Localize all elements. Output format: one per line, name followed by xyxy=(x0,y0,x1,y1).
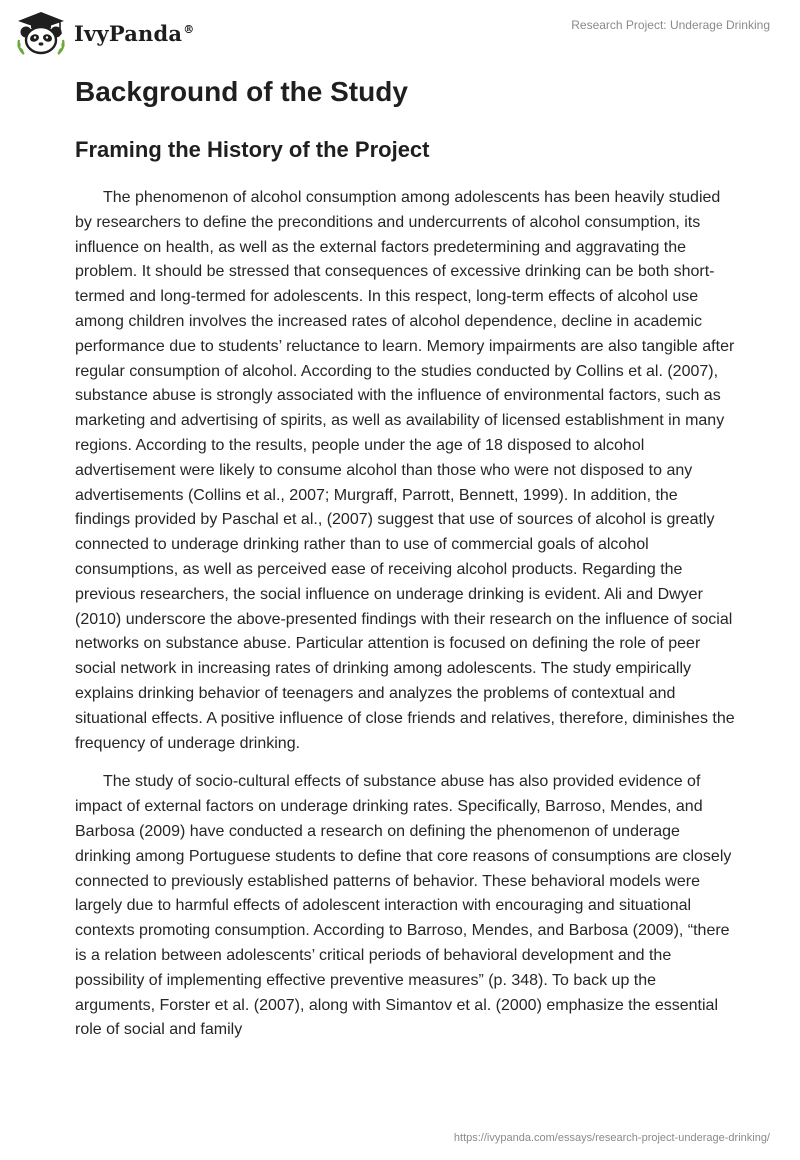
paragraph: The study of socio-cultural effects of substance abuse has also provided evidence of impact of external factors on underage drinking rates. Specifically, Barroso, Mendes, and Barbosa (2009) have conducted a research on defining the phenomenon of underage drinking among Portuguese students to define that core reasons of consumptions are closely connected to previously established patterns of behavior. These behavioral models were largely due to harmful effects of adolescent interaction with encouraging and situational contexts promoting consumption. According to Barroso, Mendes, and Barbosa (2009), “there is a relation between adolescents’ critical periods of behavioral development and the possibility of implementing effective preventive measures” (p. 348). To back up the arguments, Forster et al. (2007), along with Simantov et al. (2000) emphasize the essential role of social and family xyxy=(75,773,732,1039)
panda-graduate-icon xyxy=(14,10,68,56)
article-body xyxy=(75,72,735,1043)
brand-label: IvyPanda xyxy=(74,20,183,46)
page-header xyxy=(14,10,770,60)
source-url[interactable]: https://ivypanda.com/essays/research-project-underage-drinking/ xyxy=(453,1132,770,1144)
page-title: Background of the Study xyxy=(75,76,408,107)
ivypanda-logo[interactable] xyxy=(14,10,194,56)
section-heading: Framing the History of the Project xyxy=(75,137,430,162)
document-label: Research Project: Underage Drinking xyxy=(571,18,770,32)
paragraph: The phenomenon of alcohol consumption among adolescents has been heavily studied by researchers to define the preconditions and undercurrents of alcohol consumption, its influence on health, as well as the external factors predetermining and aggravating the problem. It should be stressed that consequences of excessive drinking can be both short-termed and long-termed for adolescents. In this respect, long-term effects of alcohol use among children involves the increased rates of alcohol dependence, decline in academic performance due to students’ reluctance to learn. Memory impairments are also tangible after regular consumption of alcohol. According to the studies conducted by Collins et al. (2007), substance abuse is strongly associated with the influence of environmental factors, such as marketing and advertising of spirits, as well as availability of licensed establishment in many regions. According to the results, people under the age of 18 disposed to alcohol advertisement were likely to consume alcohol than those who were not disposed to any advertisements (Collins et al., 2007; Murgraff, Parrott, Bennett, 1999). In addition, the findings provided by Paschal et al., (2007) suggest that use of sources of alcohol is greatly connected to underage drinking rather than to use of commercial goals of alcohol consumptions, as well as perceived ease of receiving alcohol products. Regarding the previous researchers, the social influence on underage drinking is evident. Ali and Dwyer (2010) underscore the above-presented findings with their research on the influence of social networks on substance abuse. Particular attention is focused on defining the role of peer social network in increasing rates of drinking among adolescents. The study empirically explains drinking behavior of teenagers and analyzes the problems of contextual and situational effects. A positive influence of close friends and relatives, therefore, diminishes the frequency of underage drinking. xyxy=(75,189,735,752)
brand-name xyxy=(74,21,194,46)
registered-mark: ® xyxy=(183,22,195,36)
